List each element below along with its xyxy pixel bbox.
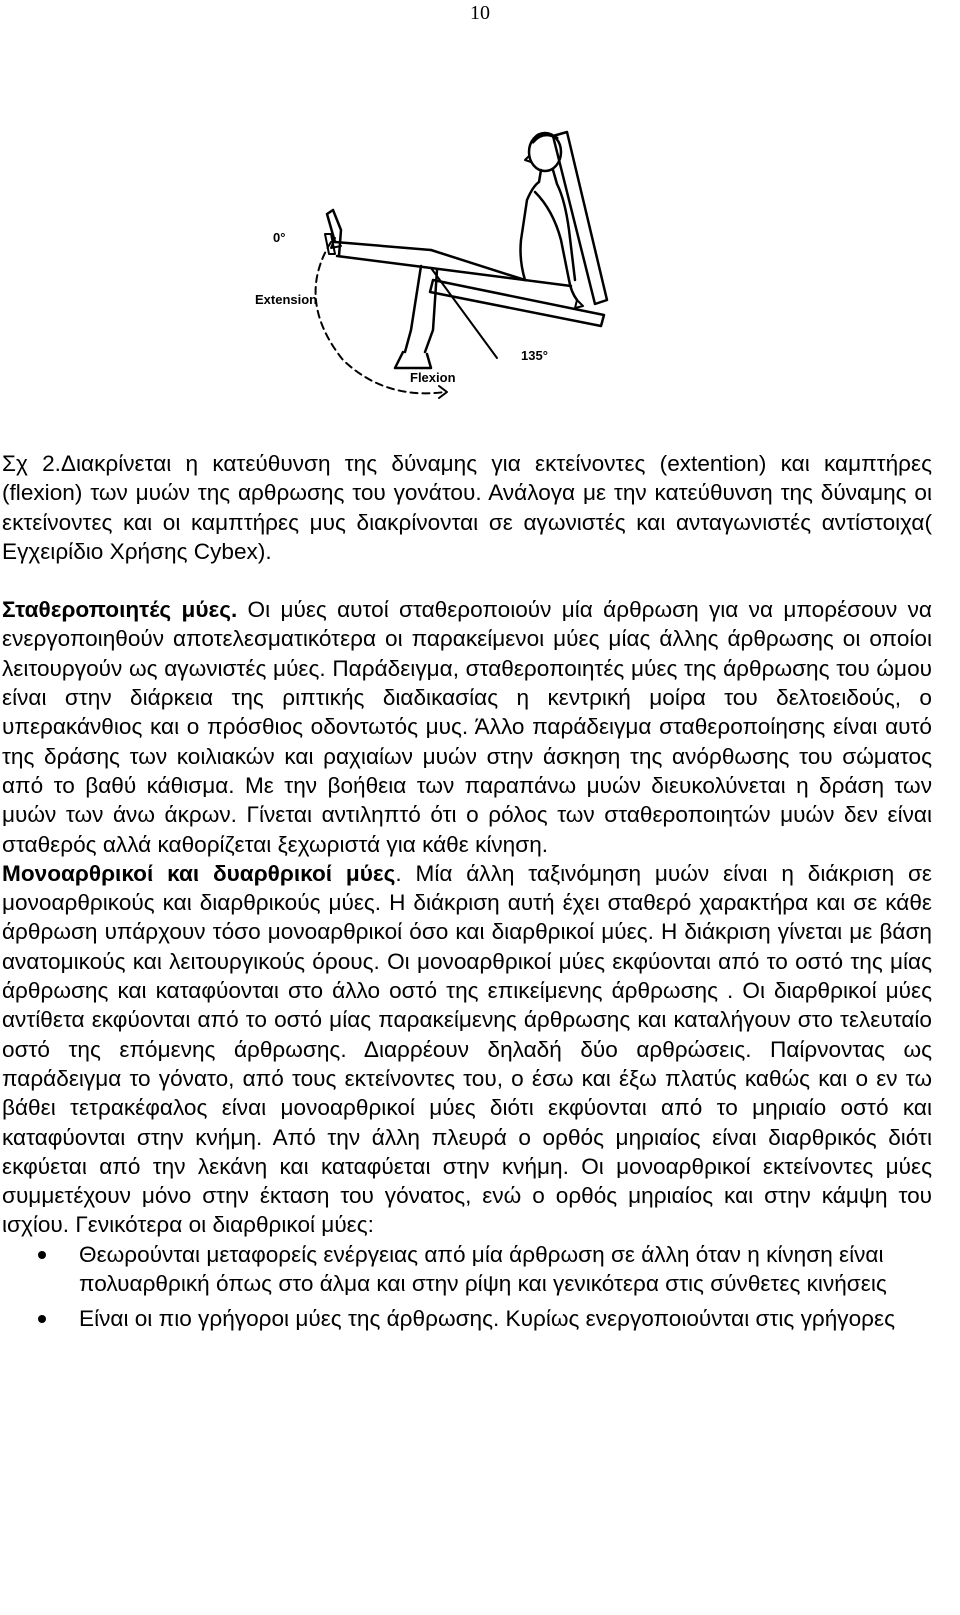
- label-135-degrees: 135°: [521, 348, 548, 363]
- document-body: [2, 449, 932, 1340]
- seated-figure-illustration: [235, 130, 655, 430]
- section-mono-biarticular-muscles: [2, 859, 932, 1240]
- section-title-stabilizers: Σταθεροποιητές μύες.: [2, 597, 238, 623]
- page-number: 10: [470, 2, 490, 24]
- section-stabilizer-muscles: [2, 595, 932, 859]
- biarticular-properties-list: [2, 1240, 932, 1334]
- list-item-text: Είναι οι πιο γρήγοροι μύες της άρθρωσης. Κυρίως ενεργοποιούνται στις γρήγορες: [79, 1306, 895, 1332]
- bullet-icon: [38, 1251, 46, 1259]
- label-extension: Extension: [255, 292, 318, 307]
- label-flexion: Flexion: [410, 370, 456, 385]
- list-item-text: Θεωρούνται μεταφορείς ενέργειας από μία άρθρωση σε άλλη όταν η κίνηση είναι πολυαρθρική όπως στο άλμα και στην ρίψη και γενικότερα στις σύνθετες κινήσεις: [79, 1241, 887, 1297]
- label-zero-degrees: 0°: [273, 230, 286, 245]
- section-title-mono-biarticular: Μονοαρθρικοί και δυαρθρικοί μύες: [2, 860, 396, 886]
- section-body-mono-biarticular: . Μία άλλη ταξινόμηση μυών είναι η διάκριση σε μονοαρθρικούς και διαρθρικούς μύες. Η διάκριση αυτή έχει σταθερό χαρακτήρα και σε κάθε άρθρωση υπάρχουν τόσο μονοαρθρικοί όσο και διαρθρικοί μύες. Η διάκριση γίνεται με βάση ανατομικούς και λειτουργικούς όρους. Οι μονοαρθρικοί μύες εκφύονται από το οστό της μίας άρθρωσης και καταφύονται στο άλλο οστό της επικείμενης άρθρωσης . Οι διαρθρικοί μύες αντίθετα εκφύονται από το οστό μίας παρακείμενης άρθρωσης και καταλήγουν στο τελευταίο οστό της επόμενης άρθρωσης. Διαρρέουν δηλαδή δύο αρθρώσεις. Παίρνοντας ως παράδειγμα το γόνατο, από τους εκτείνοντες του, ο έσω και έξω πλατύς καθώς και ο εν τω βάθει τετρακέφαλος είναι μονοαρθρικοί μύες διότι εκφύονται από το μηριαίο οστό και καταφύονται στην κνήμη. Από την άλλη πλευρά ο ορθός μηριαίος είναι διαρθρικός διότι εκφύεται από την λεκάνη και καταφύεται στην κνήμη. Οι μονοαρθρικοί εκτείνοντες μύες συμμετέχουν μόνο στην έκταση του γόνατος, ενώ ο ορθός μηριαίος και στην κάμψη του ισχίου. Γενικότερα οι διαρθρικοί μύες:: [2, 860, 932, 1238]
- list-item: [2, 1240, 932, 1299]
- section-body-stabilizers: Οι μύες αυτοί σταθεροποιούν μία άρθρωση για να μπορέσουν να ενεργοποιηθούν αποτελεσματικότερα οι παρακείμενοι μύες μίας άλλης άρθρωσης οι οποίοι λειτουργούν ως αγωνιστές μύες. Παράδειγμα, σταθεροποιητές μύες της άρθρωσης του ώμου είναι στην διάρκεια της ριπτικής διαδικασίας η κεντρική μοίρα του δελτοειδούς, ο υπερακάνθιος και ο πρόσθιος οδοντωτός μυς. Άλλο παράδειγμα σταθεροποίησης είναι αυτό της δράσης των κοιλιακών και ραχιαίων μυών στην άσκηση της ανόρθωσης του σώματος από το βαθύ κάθισμα. Με την βοήθεια των παραπάνω μυών διευκολύνεται η δράση των μυών των άνω άκρων. Γίνεται αντιληπτό ότι ο ρόλος των σταθεροποιητών μυών δεν είναι σταθερός αλλά καθορίζεται ξεχωριστά για κάθε κίνηση.: [2, 597, 932, 857]
- bullet-icon: [38, 1315, 46, 1323]
- figure-caption: Σχ 2.Διακρίνεται η κατεύθυνση της δύναμης για εκτείνοντες (extention) και καμπτήρες (flexion) των μυών της αρθρωσης του γονάτου. Ανάλογα με την κατεύθυνση της δύναμης οι εκτείνοντες και οι καμπτήρες μυς διακρίνονται σε αγωνιστές και ανταγωνιστές αντίστοιχα( Εγχειρίδιο Χρήσης Cybex).: [2, 451, 932, 564]
- list-item: [2, 1304, 932, 1333]
- knee-extension-flexion-figure: [235, 130, 655, 430]
